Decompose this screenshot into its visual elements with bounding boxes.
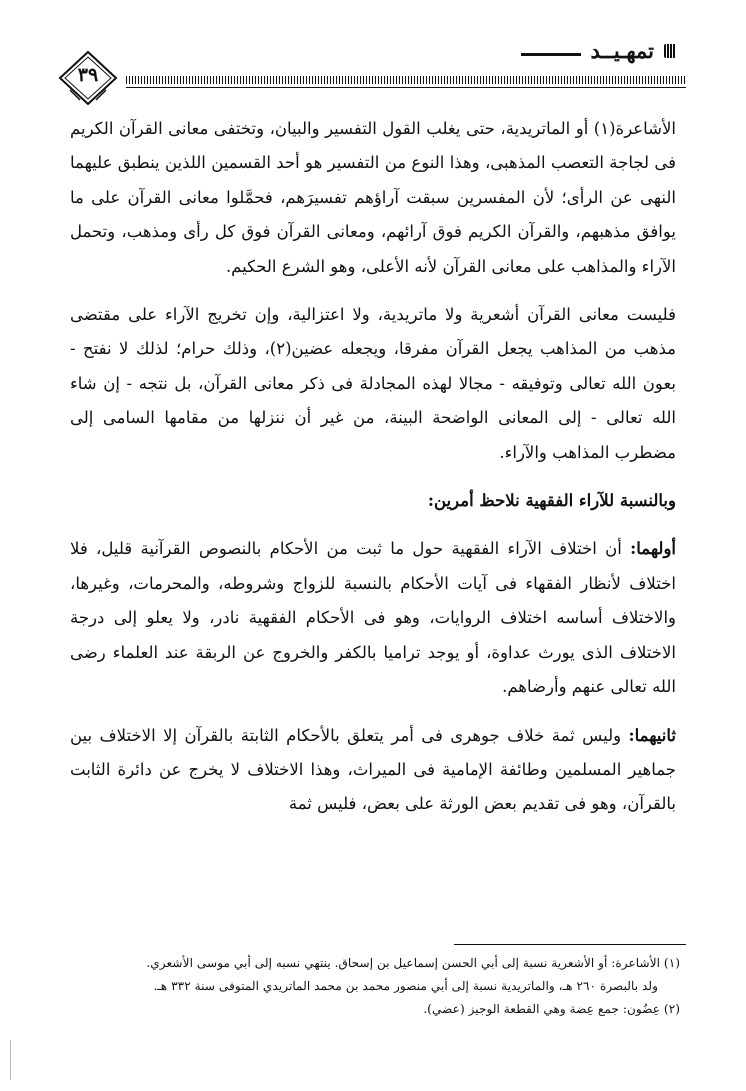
section-subheading: وبالنسبة للآراء الفقهية نلاحظ أمرين: <box>427 491 676 511</box>
scan-edge-mark <box>10 1040 11 1080</box>
ornament-icon <box>664 44 676 58</box>
paragraph-4-text: وليس ثمة خلاف جوهرى فى أمر يتعلق بالأحكام الثابتة بالقرآن إلا الاختلاف بين جماهير المسلمين وطائفة الإمامية فى الميراث، وهذا الاختلاف لا يخرج عن دائرة الثابت بالقرآن، وهو فى تقديم بعض الورثة على بعض، فليس ثمة <box>70 725 676 814</box>
page-header <box>56 30 686 110</box>
footnote-1-line-1: (١) الأشاعرة: أو الأشعرية نسبة إلى أبي الحسن إسماعيل بن إسحاق. ينتهي نسبه إلى أبي موسى الأشعري. <box>146 956 680 970</box>
page-number: ٣٩ <box>77 64 99 86</box>
page-number-badge <box>58 50 118 110</box>
running-head-title: تمهـيــد <box>590 38 654 63</box>
paragraph-3-text: أن اختلاف الآراء الفقهية حول ما ثبت من الأحكام بالنصوص القرآنية قليل، فلا اختلاف لأنظار الفقهاء فى آيات الأحكام بالنسبة للزواج وشروطه، والمحرمات، وغيرها، والاختلاف أساسه اختلاف الروايات، وهو فى الأحكام الفقهية نادر، ولا يعلو إلى درجة الاختلاف الذى يورث عداوة، أو يوجد تراميا بالكفر والخروج عن الربقة عند العلماء رضى الله تعالى عنهم وأرضاهم. <box>70 539 676 697</box>
header-rule <box>126 76 686 84</box>
running-head <box>521 38 676 63</box>
paragraph-4-lead: ثانيهما: <box>628 725 677 745</box>
footnotes <box>60 952 680 1021</box>
header-thin-rule <box>126 87 686 88</box>
paragraph-2: فليست معانى القرآن أشعرية ولا ماتريدية، ولا اعتزالية، وإن تخريج الآراء على مقتضى مذهب من المذاهب يجعل القرآن مفرقا، ويجعله عضين(٢)، وذلك حرام؛ لذلك لا نفتح - بعون الله تعالى وتوفيقه - مجالا لهذه المجادلة فى ذكر معانى القرآن، بل نتجه - إن شاء الله تعالى - إلى المعانى الواضحة البينة، من غير أن ننزلها من مقامها السامى إلى مضطرب المذاهب والآراء. <box>70 305 676 462</box>
paragraph-3 <box>70 532 676 704</box>
paragraph-3-lead: أولهما: <box>630 539 676 559</box>
footnote-2: (٢) عِضُون: جمع عِضة وهي القطعة الوجيز (عضي). <box>423 1002 680 1016</box>
footnote-rule <box>454 944 686 945</box>
running-head-line <box>521 53 581 56</box>
main-text <box>70 112 676 822</box>
paragraph-4 <box>70 719 676 822</box>
footnote-1-line-2: ولد بالبصرة ٢٦٠ هـ، والماتريدية نسبة إلى أبي منصور محمد بن محمد الماتريدي المتوفى سنة ٣٣٢ هـ. <box>153 979 658 993</box>
paragraph-1: الأشاعرة(١) أو الماتريدية، حتى يغلب القول التفسير والبيان، وتختفى معانى القرآن الكريم فى لجاجة التعصب المذهبى، وهذا النوع من التفسير هو أحد القسمين اللذين ينطبق عليهما النهى عن الرأى؛ لأن المفسرين سبقت آراؤهم تفسيرَهم، فحمَّلوا معانى القرآن على ما يوافق مذهبهم، والقرآن الكريم فوق آرائهم، ومعانى القرآن فوق كل رأى ومذهب، وتحمل الآراء والمذاهب على معانى القرآن لأنه الأعلى، وهو الشرع الحكيم. <box>70 119 676 276</box>
